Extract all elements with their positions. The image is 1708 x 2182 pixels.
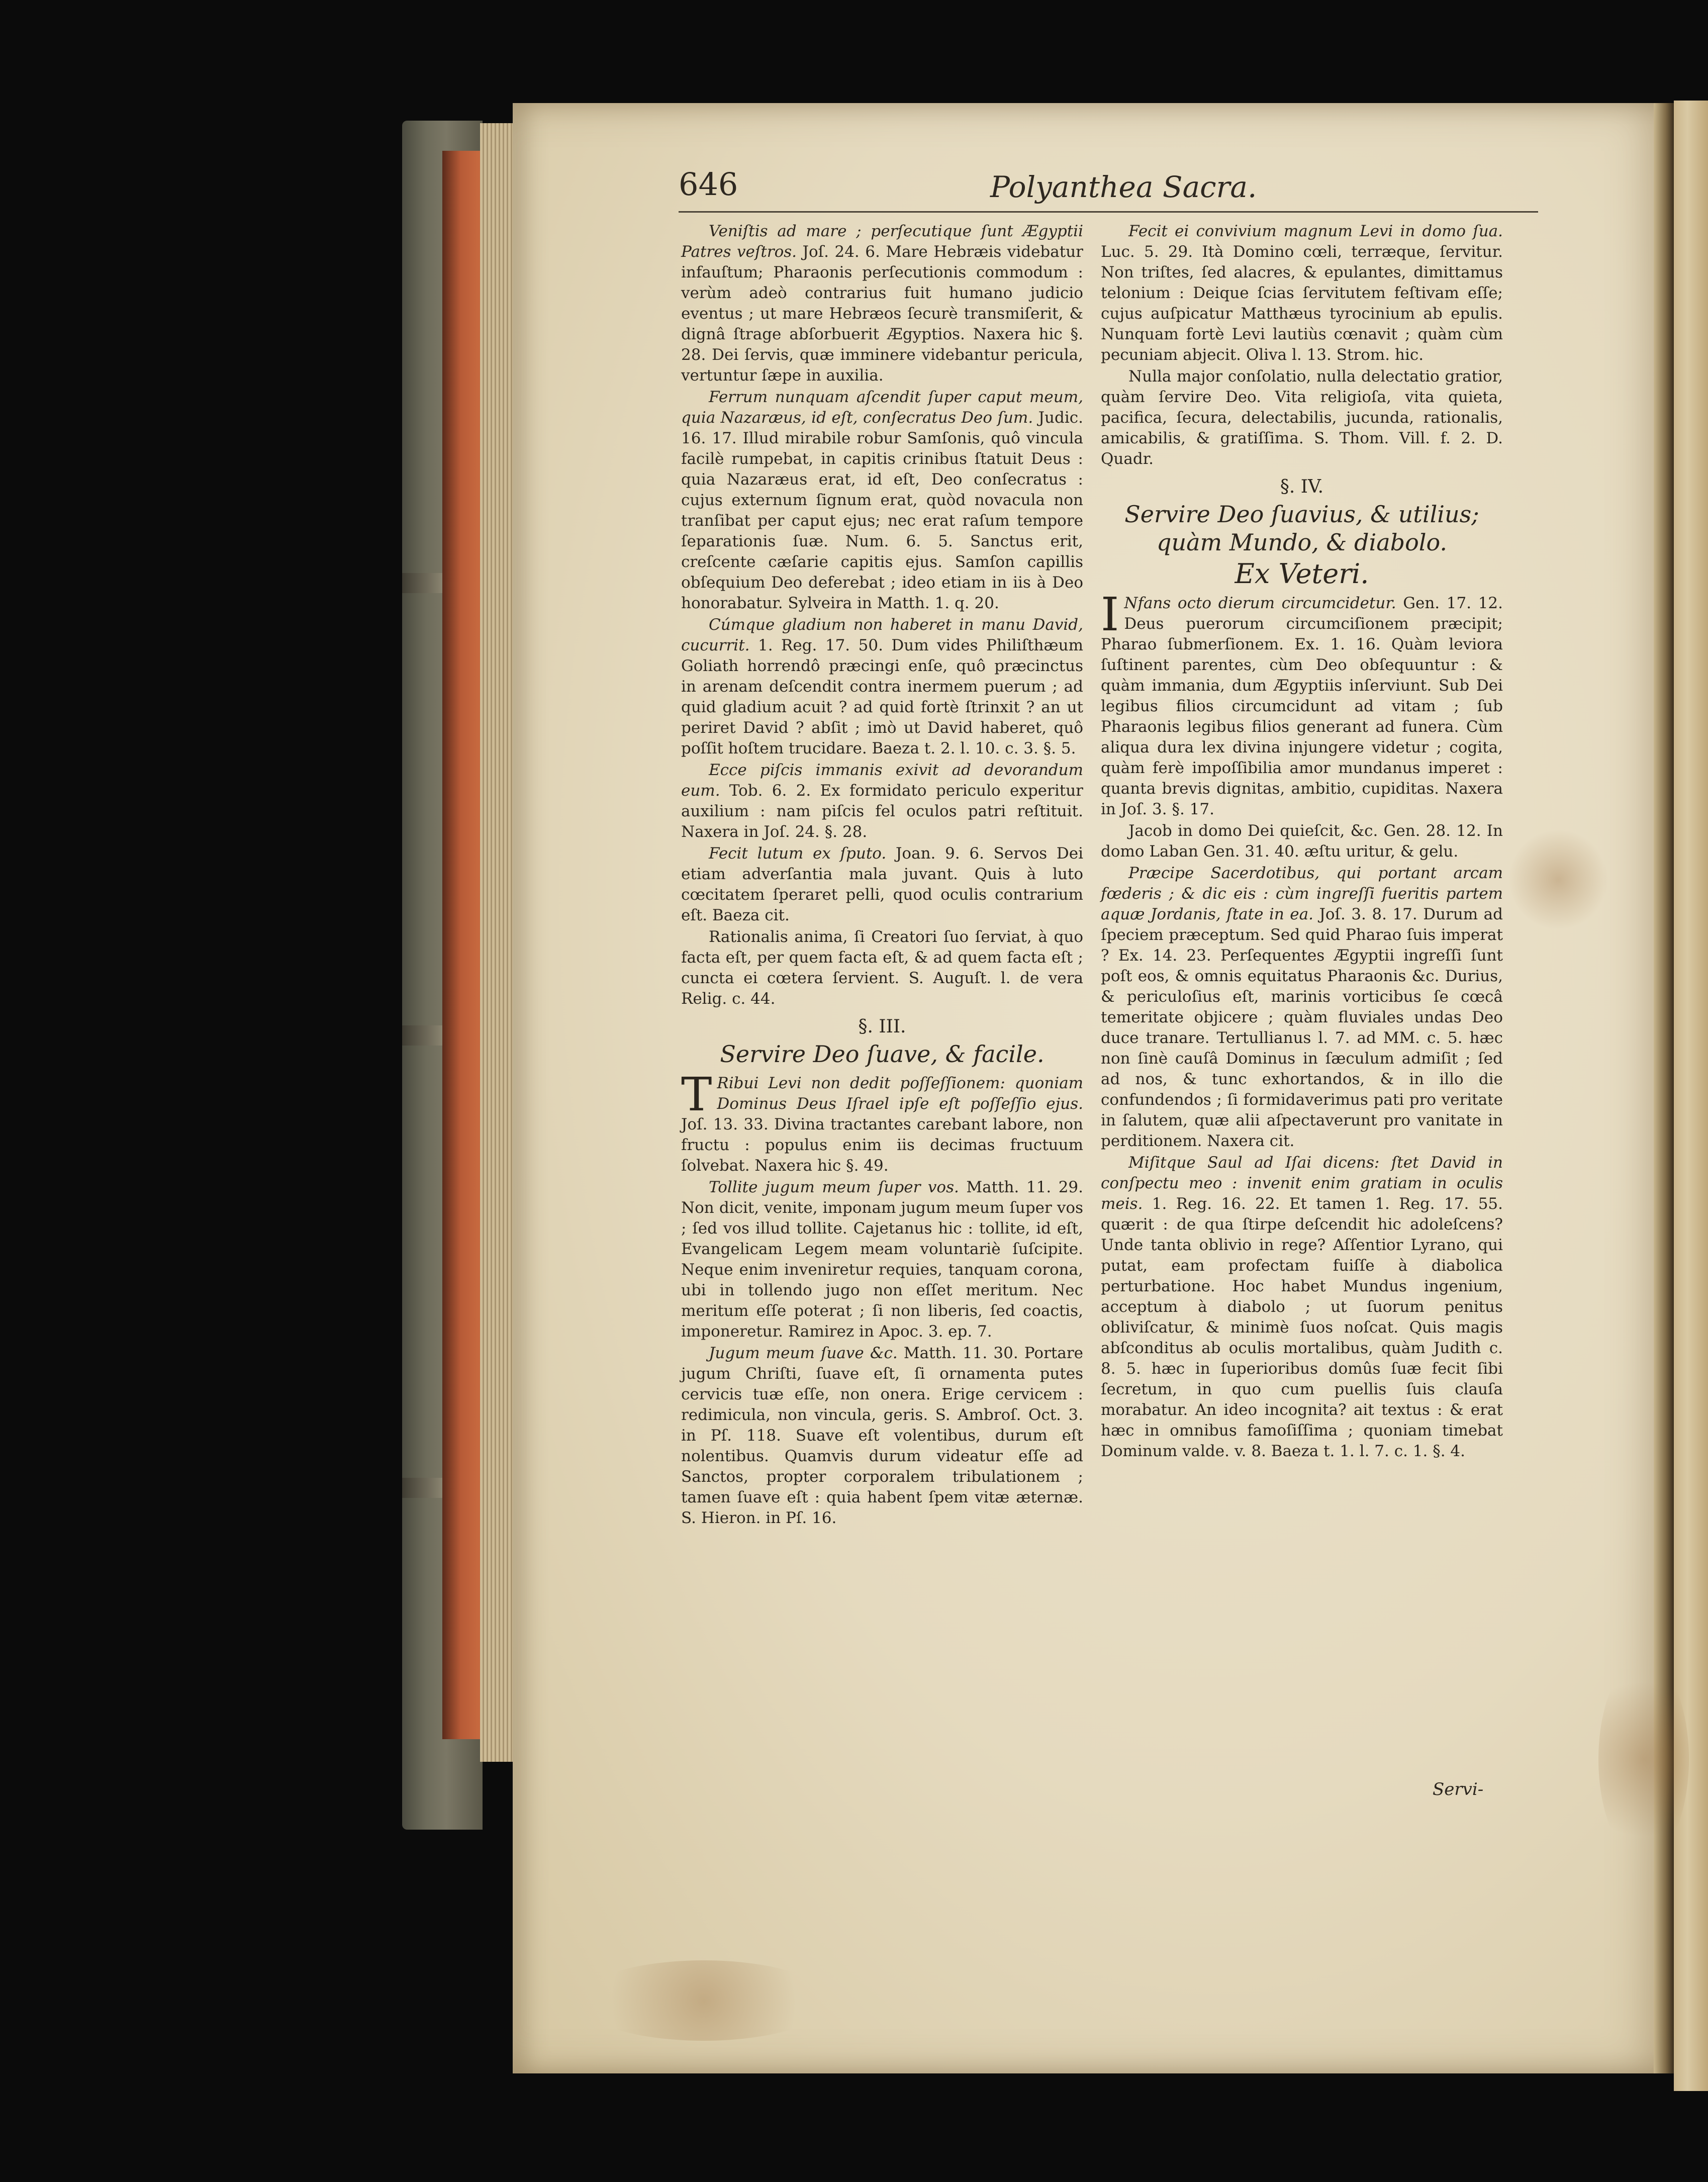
left-column-paragraphs-2 bbox=[681, 1068, 1083, 1529]
scripture-quote: Præcipe Sacerdotibus, qui portant arcam fœderis ; & dic eis : cùm ingreſſi fueritis partem aquæ Jordanis, ſtate in ea. bbox=[1101, 864, 1503, 923]
section-number: §. IV. bbox=[1280, 477, 1324, 497]
paragraph bbox=[1101, 1153, 1503, 1462]
paragraph bbox=[681, 1343, 1083, 1529]
left-column bbox=[681, 221, 1083, 1530]
paragraph bbox=[681, 927, 1083, 1009]
page-stain bbox=[1598, 1659, 1689, 1860]
section-title: Servire Deo ſuavius, & utilius; quàm Mundo, & diabolo. bbox=[1124, 501, 1479, 556]
drop-cap: I bbox=[1101, 588, 1119, 641]
scripture-quote: Fecit lutum ex ſputo. bbox=[709, 844, 887, 863]
paragraph bbox=[681, 221, 1083, 386]
page-stain bbox=[578, 1960, 829, 2041]
paragraph bbox=[1101, 221, 1503, 365]
paragraph bbox=[681, 843, 1083, 926]
commentary-text: Joan. 9. 6. Servos Dei etiam adverſantia mala juvant. Quis à luto cœcitatem ſperaret pelli, quod oculis contrarium eſt. Baeza cit. bbox=[681, 844, 1083, 924]
paragraph bbox=[681, 1068, 1083, 1176]
commentary-text: 1. Reg. 17. 50. Dum vides Philiſthæum Goliath horrendô præcingi enſe, quô præcinctus in arenam deſcendit contra inermem puerum ; ad quid gladium acuit ? ad quid fortè ſtrinxit ? an ut periret David ? abſit ; imò ut David haberet, quô poſſit hoſtem trucidare. Baeza t. 2. l. 10. c. 3. §. 5. bbox=[681, 636, 1083, 757]
paragraph bbox=[681, 760, 1083, 842]
page-stack bbox=[480, 123, 515, 1762]
section-number: §. III. bbox=[858, 1016, 906, 1037]
commentary-text: Gen. 17. 12. Deus puerorum circumciſionem præcipit; Pharao ſubmerſionem. Ex. 1. 16. Quàm leviora ſuſtinent parentes, cùm Deo obſequuntur : & quàm immania, dum Ægyptiis inſerviunt. Sub Dei legibus filios circumcidunt ad vitam ; ſub Pharaonis legibus filios generant ad funera. Cùm aliqua dura lex divina injungere videtur ; cogita, quàm ferè impoſſibilia amor mundanus imperet : quanta brevis dignitas, ambitio, cupiditas. Naxera in Joſ. 3. §. 17. bbox=[1101, 594, 1503, 818]
commentary-text: Luc. 5. 29. Ità Domino cœli, terræque, ſervitur. Non triſtes, ſed alacres, & epulantes, dimittamus telonium : Deique ſcias ſervitutem feſtivam eſſe; cujus auſpicatur Matthæus tyrocinium ab epulis. Nunquam fortè Levi lautiùs cœnavit ; quàm cùm pecuniam abjecit. Oliva l. 13. Strom. hic. bbox=[1101, 243, 1503, 364]
scripture-quote: Ribui Levi non dedit poſſeſſionem: quoniam Dominus Deus Iſrael ipſe eſt poſſeſſio ejus. bbox=[717, 1074, 1083, 1113]
right-column-paragraphs bbox=[1101, 221, 1503, 469]
commentary-text: Matth. 11. 30. Portare jugum Chriſti, ſuave eſt, ſi ornamenta putes cervicis tuæ eſſe, non onera. Erige cervicem : redimicula, non vincula, geris. S. Ambroſ. Oct. 3. in Pſ. 118. Suave eſt volentibus, durum eſt nolentibus. Quamvis durum videatur eſſe ad Sanctos, propter corporalem tribulationem ; tamen ſuave eſt : quia habent ſpem vitæ æternæ. S. Hieron. in Pſ. 16. bbox=[681, 1344, 1083, 1527]
scripture-quote: Fecit ei convivium magnum Levi in domo ſua. bbox=[1128, 222, 1503, 240]
page-number: 646 bbox=[679, 166, 738, 203]
commentary-text: Joſ. 24. 6. Mare Hebræis videbatur infauſtum; Pharaonis perſecutionis commodum : verùm adeò contrarius fuit humano judicio eventus ; ut mare Hebræos ſecurè transmiſerit, & dignâ ſtrage abſorbuerit Ægyptios. Naxera hic §. 28. Dei ſervis, quæ imminere videbantur pericula, vertuntur ſæpe in auxilia. bbox=[681, 243, 1083, 385]
header-rule bbox=[679, 211, 1538, 213]
scripture-quote: Ferrum nunquam aſcendit ſuper caput meum, quia Nazaræus, id eſt, conſecratus Deo ſum. bbox=[681, 388, 1083, 427]
paragraph bbox=[681, 1177, 1083, 1342]
drop-cap: T bbox=[681, 1068, 712, 1121]
paragraph bbox=[1101, 588, 1503, 820]
commentary-text: Judic. 16. 17. Illud mirabile robur Samſonis, quô vincula facilè rumpebat, in capitis crinibus ſtatuit Deus : quia Nazaræus erat, id eſt, Deo conſecratus : cujus externum ſignum erat, quòd novacula non tranſibat per caput ejus; nec erat raſum tempore ſeparationis ſuæ. Num. 6. 5. Sanctus erit, creſcente cæſarie capitis ejus. Samſon capillis obſequium Deo deferebat ; ideo etiam in iis à Deo honorabatur. Sylveira in Matth. 1. q. 20. bbox=[681, 409, 1083, 612]
running-title: Polyanthea Sacra. bbox=[990, 170, 1257, 204]
page-stain bbox=[1508, 829, 1608, 930]
commentary-text: Rationalis anima, ſi Creatori ſuo ſerviat, à quo facta eſt, per quem facta eſt, & ad quem facta eſt ; cuncta ei cœtera ſervient. S. Auguſt. l. de vera Relig. c. 44. bbox=[681, 928, 1083, 1008]
paragraph bbox=[1101, 366, 1503, 469]
section-title: Servire Deo ſuave, & facile. bbox=[720, 1040, 1045, 1068]
left-column-paragraphs bbox=[681, 221, 1083, 1009]
commentary-text: Nulla major conſolatio, nulla delectatio gratior, quàm ſervire Deo. Vita religioſa, vita quieta, pacifica, ſecura, delectabilis, jucunda, rationalis, amicabilis, & gratiſſima. S. Thom. Vill. f. 2. D. Quadr. bbox=[1101, 367, 1503, 468]
paragraph bbox=[1101, 821, 1503, 862]
paragraph bbox=[1101, 863, 1503, 1152]
scripture-quote: Ecce piſcis immanis exivit ad devorandum eum. bbox=[681, 761, 1083, 800]
scripture-quote: Tollite jugum meum ſuper vos. bbox=[709, 1178, 959, 1196]
right-column bbox=[1101, 221, 1503, 1463]
commentary-text: Joſ. 3. 8. 17. Durum ad ſpeciem præceptum. Sed quid Pharao ſuis imperat ? Ex. 14. 23. Perſequentes Ægyptii ingreſſi ſunt poſt eos, & omnis equitatus Pharaonis &c. Durius, & periculoſius eſt, marinis vorticibus ſe cœcâ temeritate objicere ; quàm fluviales undas Deo duce tranare. Tertullianus l. 7. ad MM. c. 5. hæc non ſinè cauſâ Dominus in ſæculum admiſit ; ſed ad nos, & tunc exhortandos, & in illo die confundendos ; ſi formidaverimus pati pro veritate in ſalutem, quæ alii aſpectaverunt pro vanitate in perditionem. Naxera cit. bbox=[1101, 905, 1503, 1150]
right-column-paragraphs-2 bbox=[1101, 588, 1503, 1462]
commentary-text: Jacob in domo Dei quieſcit, &c. Gen. 28. 12. In domo Laban Gen. 31. 40. æſtu uritur, & gelu. bbox=[1101, 822, 1503, 861]
scripture-quote: Nfans octo dierum circumcidetur. bbox=[1124, 594, 1396, 612]
paragraph bbox=[681, 387, 1083, 614]
scripture-quote: Jugum meum ſuave &c. bbox=[709, 1344, 898, 1362]
scripture-quote: Cúmque gladium non haberet in manu David, cucurrit. bbox=[681, 616, 1083, 654]
commentary-text: Matth. 11. 29. Non dicit, venite, imponam jugum meum ſuper vos ; ſed vos illud tollite. Cajetanus hic : tollite, id eſt, Evangelicam Legem meam voluntariè ſuſcipite. Neque enim inveniretur requies, tanquam corona, ubi in tollendo jugo non eſſet meritum. Nec meritum eſſe poterat ; ſi non liberis, ſed coactis, imponeretur. Ramirez in Apoc. 3. ep. 7. bbox=[681, 1178, 1083, 1341]
section-subtitle: Ex Veteri. bbox=[1235, 558, 1369, 590]
paragraph bbox=[681, 615, 1083, 759]
commentary-text: Joſ. 13. 33. Divina tractantes carebant labore, non fructu : populus enim iis decimas fructuum ſolvebat. Naxera hic §. 49. bbox=[681, 1115, 1083, 1175]
page-header bbox=[679, 166, 1543, 211]
scripture-quote: Veniſtis ad mare ; perſecutique ſunt Ægyptii Patres veſtros. bbox=[681, 222, 1083, 261]
scripture-quote: Miſitque Saul ad Iſai dicens: ſtet David in conſpectu meo : invenit enim gratiam in oculis meis. bbox=[1101, 1154, 1503, 1213]
commentary-text: 1. Reg. 16. 22. Et tamen 1. Reg. 17. 55. quærit : de qua ſtirpe deſcendit hic adoleſcens? Unde tanta oblivio in rege? Aſſentior Lyrano, qui putat, eam profectam fuiſſe à diabolica perturbatione. Hoc habet Mundus ingenium, acceptum à diabolo ; ut ſuorum penitus obliviſcatur, & minimè ſuos noſcat. Quis magis abſconditus ab oculis mortalibus, quàm Judith c. 8. 5. hæc in ſuperioribus domûs ſuæ fecit ſibi ſecretum, in quo cum puellis ſuis clauſa morabatur. An ideo incognita? ait textus : & erat hæc in omnibus famoſiſſima ; quoniam timebat Dominum valde. v. 8. Baeza t. 1. l. 7. c. 1. §. 4. bbox=[1101, 1195, 1503, 1460]
commentary-text: Tob. 6. 2. Ex formidato periculo experitur auxilium : nam piſcis fel oculos patri reſtituit. Naxera in Joſ. 24. §. 28. bbox=[681, 782, 1083, 841]
catchword: Servi- bbox=[1433, 1779, 1484, 1799]
